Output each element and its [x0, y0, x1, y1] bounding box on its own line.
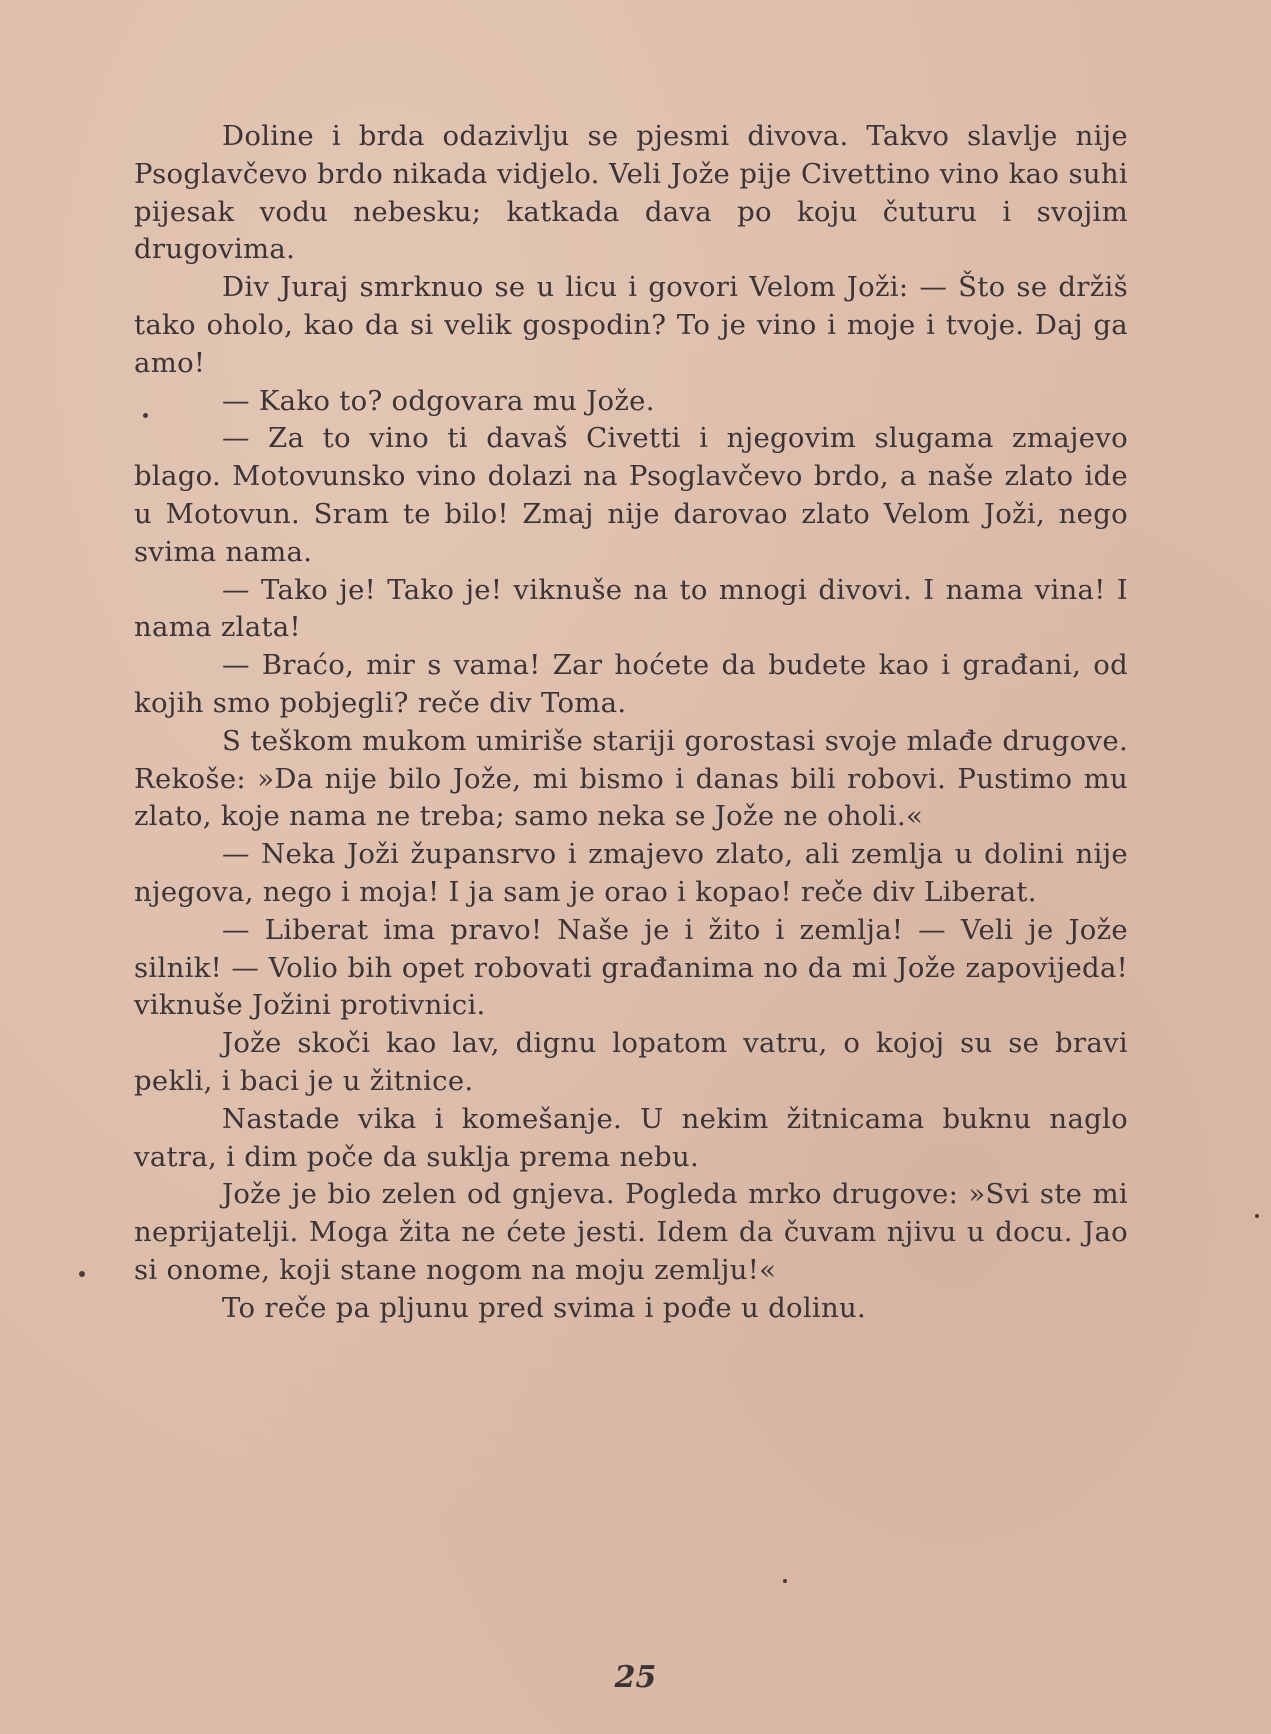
- paragraph: — Kako to? odgovara mu Jože.: [222, 384, 655, 417]
- paper-speck: [79, 1271, 85, 1277]
- paragraph: S teškom mukom umiriše stariji gorostasi svoje mlađe drugove. Rekoše: »Da nije bilo Jože, mi bismo i danas bili robovi. Pustimo mu zlato, koje nama ne treba; samo neka se Jože ne oholi.«: [134, 724, 1128, 833]
- paragraph: To reče pa pljunu pred svima i pođe u dolinu.: [222, 1291, 867, 1324]
- paragraph: — Liberat ima pravo! Naše je i žito i zemlja! — Veli je Jože silnik! — Volio bih opet robovati građanima no da mi Jože zapovijeda! viknuše Jožini protivnici.: [134, 913, 1128, 1022]
- paragraph: Div Juraj smrknuo se u licu i govori Velom Joži: — Što se držiš tako oholo, kao da si velik gospodin? To je vino i moje i tvoje. Daj ga amo!: [134, 271, 1128, 379]
- paragraph: Jože je bio zelen od gnjeva. Pogleda mrko drugove: »Svi ste mi neprijatelji. Moga žita ne ćete jesti. Idem da čuvam njivu u docu. Jao si onome, koji stane nogom na moju zemlju!«: [134, 1178, 1128, 1286]
- page-number: 25: [614, 1660, 657, 1695]
- paper-speck: [1255, 1214, 1259, 1218]
- paragraph: — Braćo, mir s vama! Zar hoćete da budete kao i građani, od kojih smo pobjegli? reče div Toma.: [134, 649, 1128, 719]
- paper-speck: [783, 1579, 787, 1583]
- paragraph: Doline i brda odazivlju se pjesmi divova. Takvo slavlje nije Psoglavčevo brdo nikada vidjelo. Veli Jože pije Civettino vino kao suhi pijesak vodu nebesku; katkada dava po koju čuturu i svojim drugovima.: [134, 120, 1128, 266]
- paragraph: — Tako je! Tako je! viknuše na to mnogi divovi. I nama vina! I nama zlata!: [134, 573, 1128, 644]
- paragraph: — Za to vino ti davaš Civetti i njegovim slugama zmajevo blago. Motovunsko vino dolazi na Psoglavčevo brdo, a naše zlato ide u Motovun. Sram te bilo! Zmaj nije darovao zlato Velom Joži, nego svima nama.: [134, 422, 1128, 568]
- paper-speck: [143, 413, 148, 418]
- paragraph: Nastade vika i komešanje. U nekim žitnicama buknu naglo vatra, i dim poče da suklja prema nebu.: [134, 1102, 1128, 1173]
- paragraph: Jože skoči kao lav, dignu lopatom vatru, o kojoj su se bravi pekli, i baci je u žitnice.: [134, 1027, 1128, 1097]
- paragraph: — Neka Joži župansrvo i zmajevo zlato, ali zemlja u dolini nije njegova, nego i moja! I ja sam je orao i kopao! reče div Liberat.: [134, 838, 1128, 908]
- body-text: [134, 118, 1128, 1328]
